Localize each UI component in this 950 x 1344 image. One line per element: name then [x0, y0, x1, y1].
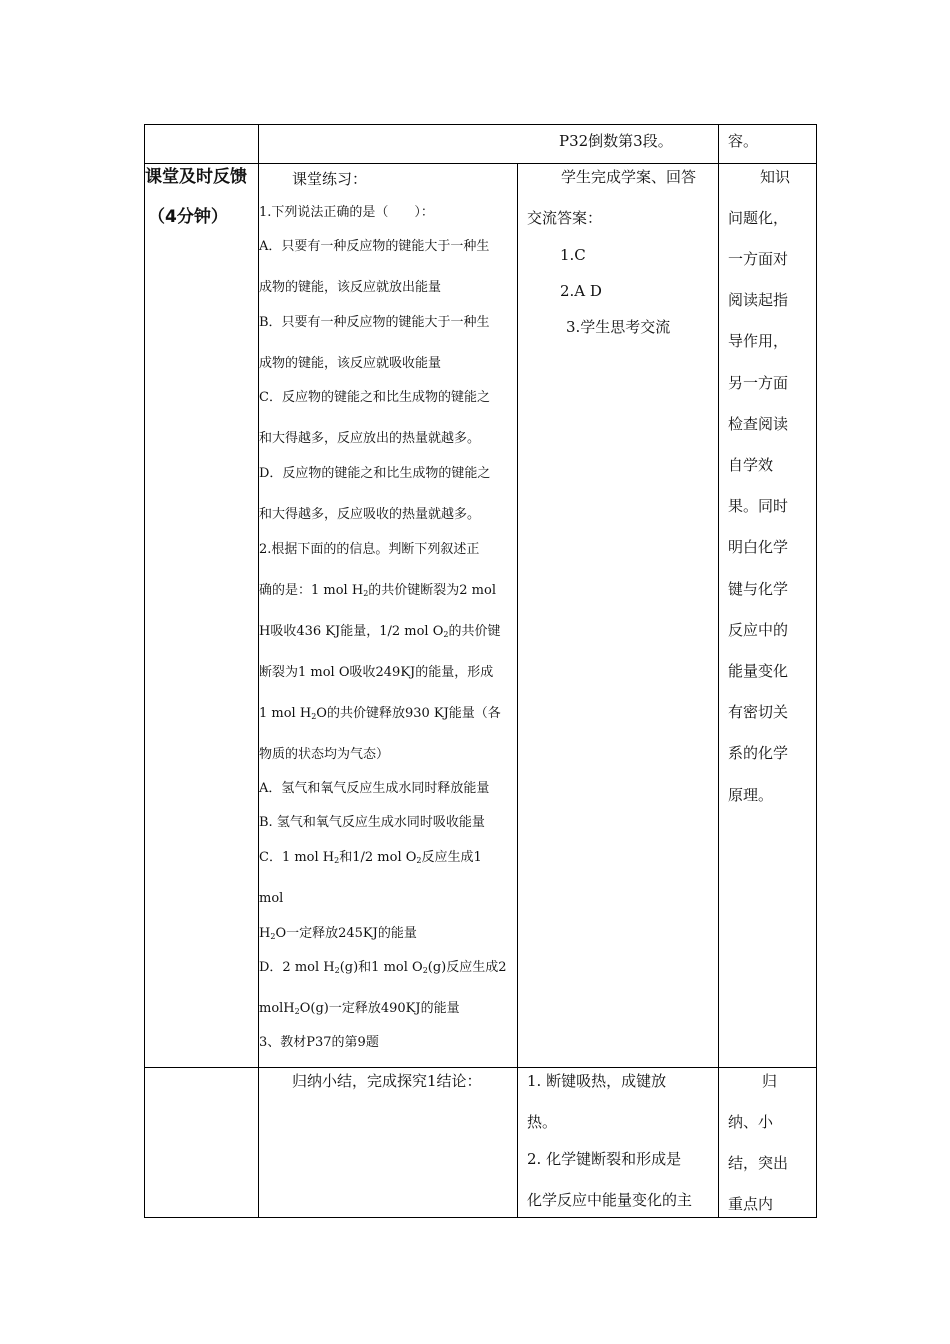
student-answer-3: 3.学生思考交流	[566, 318, 671, 336]
summary-line: 热。	[527, 1113, 558, 1131]
section-duration: （4分钟）	[148, 207, 228, 227]
q2-line5: 1 mol $H_2O$的共价键释放930 KJ能量（各	[259, 706, 501, 721]
summary-intent-line: 纳、小	[728, 1113, 774, 1131]
table-col2-divider	[517, 163, 518, 1218]
table-row2-top	[144, 1067, 817, 1068]
intent-line: 有密切关	[728, 703, 789, 721]
intent-line: 键与化学	[728, 580, 789, 598]
summary-task: 归纳小结，完成探究1结论：	[292, 1072, 482, 1090]
summary-intent-line: 结，突出	[728, 1154, 789, 1172]
intent-line: 能量变化	[728, 662, 789, 680]
q1-option-d-line1: D．反应物的键能之和比生成物的键能之	[259, 466, 491, 481]
q1-option-c-line1: C．反应物的键能之和比生成物的键能之	[259, 390, 490, 405]
intent-line: 知识	[760, 168, 791, 186]
table-right-border	[816, 124, 817, 1218]
row0-col4-text: 容。	[728, 132, 759, 150]
q1-option-c-line2: 和大得越多，反应放出的热量就越多。	[259, 431, 481, 446]
intent-line: 果。同时	[728, 497, 789, 515]
student-activity-line2: 交流答案：	[527, 209, 603, 227]
q1-option-b-line1: B．只要有一种反应物的键能大于一种生	[259, 315, 490, 330]
table-top-border	[144, 124, 817, 125]
table-col3-divider	[718, 124, 719, 1218]
summary-intent-line: 归	[762, 1072, 778, 1090]
row0-col2-text: P32倒数第3段。	[559, 132, 673, 150]
q1-stem: 1.下列说法正确的是（ ）：	[259, 205, 434, 220]
q1-option-a-line1: A．只要有一种反应物的键能大于一种生	[259, 239, 490, 254]
q1-option-d-line2: 和大得越多，反应吸收的热量就越多。	[259, 507, 481, 522]
student-answer-2: 2.A D	[560, 282, 602, 300]
q2-line2: 确的是：1 mol $H_2$的共价键断裂为2 mol	[259, 583, 496, 598]
summary-line: 2. 化学键断裂和形成是	[527, 1150, 682, 1168]
intent-line: 检查阅读	[728, 415, 789, 433]
student-answer-1: 1.C	[560, 246, 586, 264]
summary-intent-line: 重点内	[728, 1195, 774, 1213]
section-header: 课堂及时反馈	[145, 167, 247, 187]
table-row1-top	[144, 163, 817, 164]
intent-line: 阅读起指	[728, 291, 789, 309]
q2-line6: 物质的状态均为气态）	[259, 747, 390, 762]
intent-line: 一方面对	[728, 250, 789, 268]
q2-option-c-line2: mol	[259, 891, 284, 906]
q2-line1: 2.根据下面的的信息。判断下列叙述正	[259, 542, 480, 557]
q2-option-b: B. 氢气和氧气反应生成水同时吸收能量	[259, 815, 485, 830]
intent-line: 问题化，	[728, 209, 789, 227]
intent-line: 原理。	[728, 786, 774, 804]
intent-line: 系的化学	[728, 744, 789, 762]
intent-line: 明白化学	[728, 538, 789, 556]
intent-line: 另一方面	[728, 374, 789, 392]
summary-line: 1. 断键吸热，成键放	[527, 1072, 667, 1090]
exercise-title: 课堂练习：	[292, 170, 368, 188]
intent-line: 反应中的	[728, 621, 789, 639]
q1-option-b-line2: 成物的键能，该反应就吸收能量	[259, 356, 442, 371]
intent-line: 自学效	[728, 456, 774, 474]
summary-line: 化学反应中能量变化的主	[527, 1191, 693, 1209]
student-activity-line1: 学生完成学案、回答	[561, 168, 697, 186]
q2-option-d-line2: molH$_2$O(g)一定释放490KJ的能量	[259, 1001, 460, 1016]
q2-option-c-line3: $H_2O$一定释放245KJ的能量	[259, 926, 417, 941]
q2-line3: H吸收436 KJ能量，1/2 mol $O_2$的共价键	[259, 624, 501, 639]
table-bottom-border	[144, 1217, 817, 1218]
q2-option-c-line1: C．1 mol $H_2$和1/2 mol $O_2$反应生成1	[259, 850, 482, 865]
intent-line: 导作用，	[728, 332, 789, 350]
table-left-border	[144, 124, 145, 1218]
q2-option-a: A．氢气和氧气反应生成水同时释放能量	[259, 781, 490, 796]
q3: 3、教材P37的第9题	[259, 1035, 379, 1050]
q2-line4: 断裂为1 mol O吸收249KJ的能量，形成	[259, 665, 494, 680]
q2-option-d-line1: D．2 mol $H_2(g)$和1 mol $O_2(g)$反应生成2	[259, 960, 507, 975]
q1-option-a-line2: 成物的键能，该反应就放出能量	[259, 280, 442, 295]
